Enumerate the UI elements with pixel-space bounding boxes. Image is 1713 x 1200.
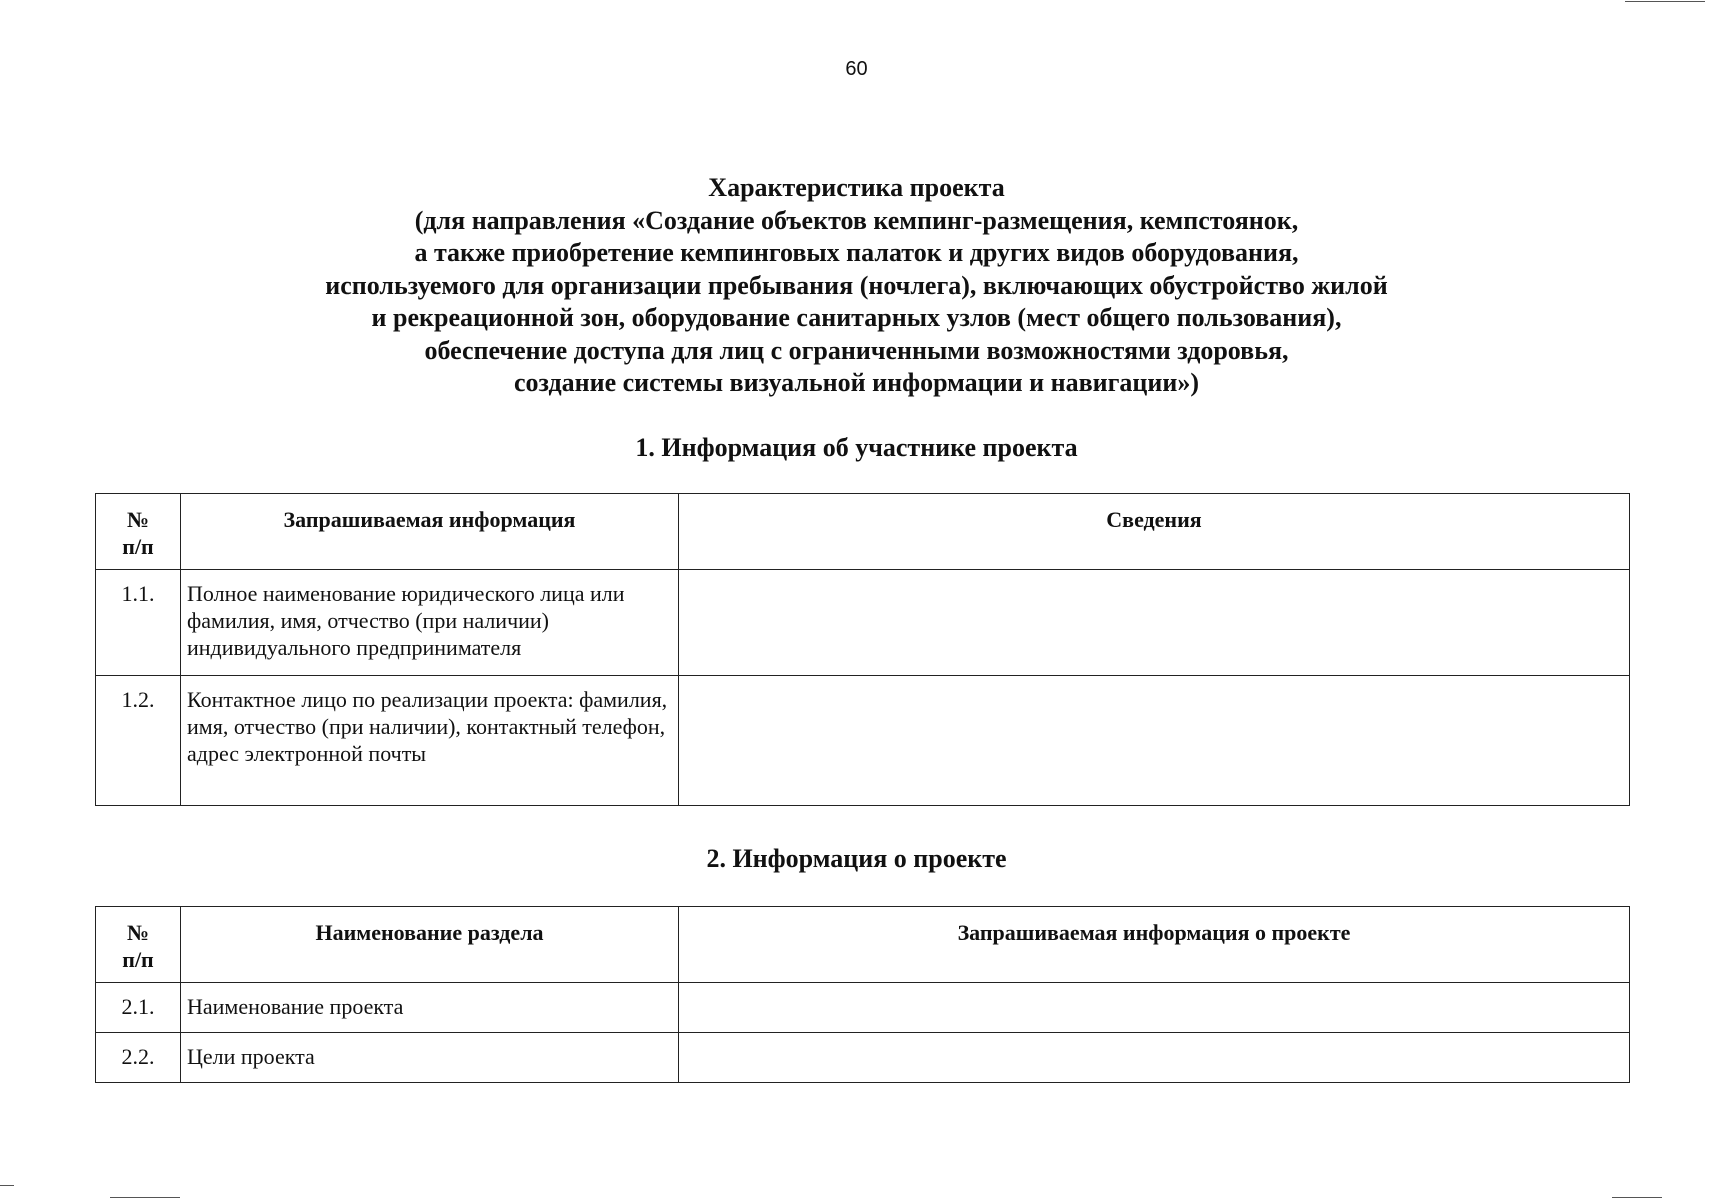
section1-heading: 1. Информация об участнике проекта <box>635 433 1078 462</box>
row-label: Контактное лицо по реализации проекта: фамилия, имя, отчество (при наличии), контактный телефон, адрес электронной почты <box>181 676 679 806</box>
title-line: создание системы визуальной информации и навигации») <box>513 368 1200 397</box>
title-line: а также приобретение кемпинговых палаток и других видов оборудования, <box>414 238 1299 267</box>
table-header-row <box>96 907 1630 983</box>
header-num <box>96 494 181 570</box>
row-value-cell[interactable] <box>679 570 1630 676</box>
page-number: 60 <box>845 58 868 80</box>
title-line: обеспечение доступа для лиц с ограниченными возможностями здоровья, <box>424 335 1289 365</box>
scan-edge-line <box>110 1197 180 1198</box>
header-section-name: Наименование раздела <box>181 907 679 983</box>
title-line: (для направления «Создание объектов кемпинг-размещения, кемпстоянок, <box>414 205 1299 235</box>
row-value-cell[interactable] <box>679 676 1630 806</box>
table-row <box>96 570 1630 676</box>
row-label: Цели проекта <box>181 1033 679 1083</box>
title-line: Характеристика проекта <box>708 173 1005 202</box>
row-label: Полное наименование юридического лица или фамилия, имя, отчество (при наличии) индивидуального предпринимателя <box>181 570 679 676</box>
participant-info-table <box>95 493 1630 806</box>
table-row <box>96 676 1630 806</box>
table-header-row <box>96 494 1630 570</box>
header-num-line2: п/п <box>122 534 154 559</box>
header-num-line1: № <box>126 507 150 532</box>
document-title <box>0 172 1713 400</box>
title-line: используемого для организации пребывания (ночлега), включающих обустройство жилой <box>325 270 1388 300</box>
header-num-line2: п/п <box>122 947 154 972</box>
row-value-cell[interactable] <box>679 983 1630 1033</box>
row-value-cell[interactable] <box>679 1033 1630 1083</box>
row-number: 1.2. <box>96 676 181 806</box>
title-line: и рекреационной зон, оборудование санитарных узлов (мест общего пользования), <box>371 303 1342 332</box>
row-number: 1.1. <box>96 570 181 676</box>
section2-heading: 2. Информация о проекте <box>706 844 1007 873</box>
scan-edge-line <box>1625 1 1705 2</box>
header-num <box>96 907 181 983</box>
scan-edge-line <box>1612 1197 1662 1198</box>
table-row <box>96 1033 1630 1083</box>
project-info-table <box>95 906 1630 1083</box>
header-details: Сведения <box>679 494 1630 570</box>
table-row <box>96 983 1630 1033</box>
scan-edge-line <box>0 1185 14 1186</box>
header-project-info: Запрашиваемая информация о проекте <box>679 907 1630 983</box>
header-requested-info: Запрашиваемая информация <box>181 494 679 570</box>
header-num-line1: № <box>126 920 150 945</box>
row-number: 2.2. <box>96 1033 181 1083</box>
row-number: 2.1. <box>96 983 181 1033</box>
row-label: Наименование проекта <box>181 983 679 1033</box>
